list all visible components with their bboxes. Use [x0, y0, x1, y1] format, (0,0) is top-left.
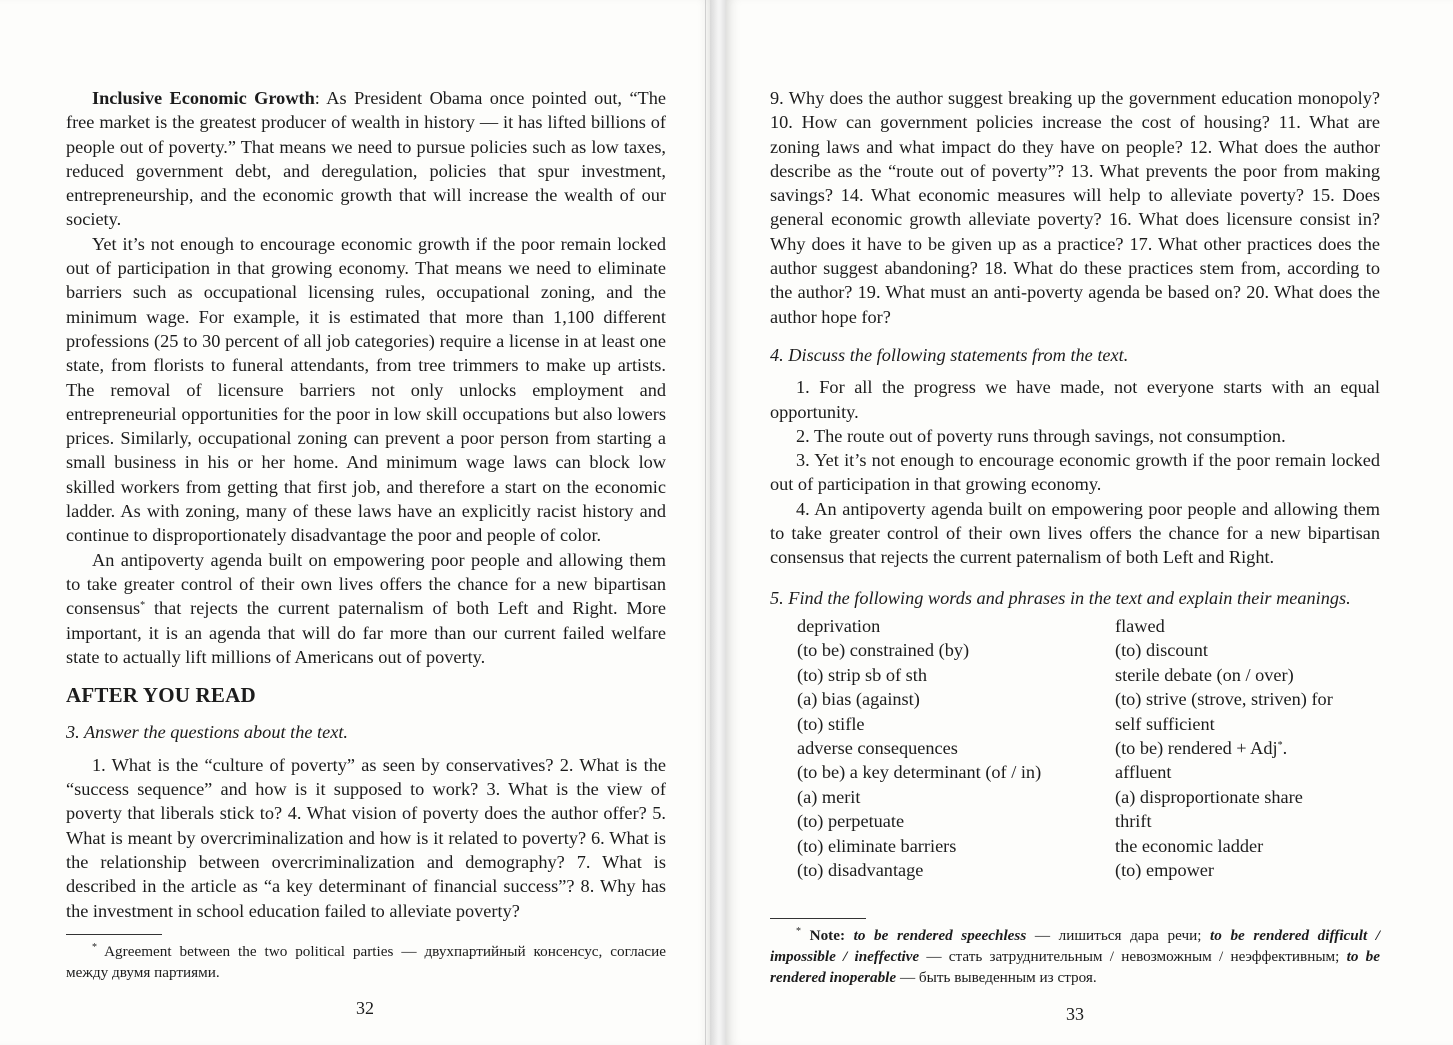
note-label: Note:: [801, 927, 846, 944]
paragraph-antipoverty-agenda: An antipoverty agenda built on empowering poor people and allowing them to take greater control of their own lives offers the chance for a new bipartisan consensus* that rejects the current paternalism of both Left and Right. More important, it is an agenda that will do far more than our current failed welfare state to actually lift millions of Americans out of poverty.: [66, 549, 666, 667]
vocab-item: (to) stifle: [797, 713, 865, 734]
left-text-column: [66, 86, 666, 923]
vocab-item: adverse consequences: [797, 737, 958, 758]
vocab-item: (a) disproportionate share: [1115, 786, 1303, 807]
vocab-item: (to be) a key determinant (of / in): [797, 762, 1042, 783]
vocabulary-list: [797, 614, 1380, 882]
vocab-item: (to) empower: [1115, 860, 1214, 880]
right-footnote-block: [770, 918, 1380, 988]
vocab-item: (to) disadvantage: [797, 860, 924, 880]
vocab-item: (to) strip sb of sth: [797, 664, 927, 685]
vocab-item: (to) perpetuate: [797, 811, 905, 832]
vocab-item: flawed: [1115, 615, 1165, 636]
vocab-item: thrift: [1115, 811, 1152, 832]
task-3-questions-continued: 9. Why does the author suggest breaking up the government education monopoly? 10. How can government policies increase the cost of housing? 11. What are zoning laws and what impact do they have on people? 12. What does the author describe as the “route out of poverty”? 13. What prevents the poor from making savings? 14. What economic measures will help to alleviate poverty? 15. Does general economic growth alleviate poverty? 16. What does licensure consist in? Why does it have to be given up as a practice? 17. What other practices does the author suggest abandoning? 18. What do these practices stem from, according to the author? 19. What must an anti-poverty agenda be based on? 20. What does the author hope for?: [770, 88, 1380, 327]
vocab-item: (a) merit: [797, 786, 861, 807]
left-footnote-block: [66, 934, 666, 983]
section-run-in-title: Inclusive Economic Growth: [92, 88, 315, 108]
vocab-item: the economic ladder: [1115, 835, 1264, 856]
vocab-item: (to be) constrained (by): [797, 640, 970, 661]
vocab-item: (to be) rendered + Adj*.: [1115, 737, 1288, 758]
page-edge: [705, 0, 706, 1045]
section-heading: AFTER YOU READ: [66, 683, 256, 708]
statement-4: 4. An antipoverty agenda built on empowering poor people and allowing them to take greater control of their own lives offers the chance for a new bipartisan consensus that rejects the current paternalism of both Left and Right.: [770, 498, 1380, 568]
vocab-item: (to) strive (strove, striven) for: [1115, 689, 1333, 710]
task-3-title: 3. Answer the questions about the text.: [66, 722, 348, 743]
statement-3: 3. Yet it’s not enough to encourage economic growth if the poor remain locked out of participation in that growing economy.: [770, 450, 1380, 495]
page-number-right: 33: [1066, 1004, 1084, 1024]
vocab-item: (a) bias (against): [797, 689, 920, 710]
footnote-rule: [66, 934, 162, 935]
right-text-column: [770, 86, 1380, 882]
note: * Note: to be rendered speechless — лишиться дара речи; to be rendered difficult / impossible / ineffective — стать затруднительным / невозможным / неэффективным; to be rendered inoperable — быть выведенным из строя.: [770, 926, 1381, 986]
vocab-item: sterile debate (on / over): [1115, 664, 1294, 685]
footnote-rule: [770, 918, 866, 919]
vocab-item: (to) eliminate barriers: [797, 835, 957, 856]
paragraph-inclusive-growth: Inclusive Economic Growth: As President Obama once pointed out, “The free market is the greatest producer of wealth in history — it has lifted billions of people out of poverty.” That means we need to pursue policies such as low taxes, reduced government debt, and deregulation, policies that spur investment, entrepreneurship, and the economic growth that will increase the wealth of our society.: [66, 88, 666, 230]
vocab-item: affluent: [1115, 762, 1172, 783]
vocab-item: deprivation: [797, 615, 881, 636]
paragraph-barriers: Yet it’s not enough to encourage economic growth if the poor remain locked out of participation in that growing economy. That means we need to eliminate barriers such as occupational licensing rules, occupational zoning, and the minimum wage. For example, it is estimated that more than 1,100 different professions (25 to 30 percent of all job categories) require a license in at least one state, from florists to funeral attendants, from tree trimmers to make up artists. The removal of licensure barriers not only unlocks employment and entrepreneurial opportunities for the poor in low skill occupations but also lowers prices. Similarly, occupational zoning can prevent a poor person from starting a small business in his or her home. And minimum wage laws can block low skilled workers from getting that first job, and therefore a start on the economic ladder. As with zoning, many of these laws have an explicitly racist history and continue to disproportionately disadvantage the poor and people of color.: [66, 233, 666, 546]
statement-1: 1. For all the progress we have made, not everyone starts with an equal opportunity.: [770, 377, 1380, 422]
vocab-item: self sufficient: [1115, 713, 1215, 734]
statement-2: 2. The route out of poverty runs through savings, not consumption.: [796, 425, 1286, 446]
task-3-questions: 1. What is the “culture of poverty” as seen by conservatives? 2. What is the “success sequence” and how is it supposed to work? 3. What is the view of poverty that liberals stick to? 4. What vision of poverty does the author offer? 5. What is meant by overcriminalization and how is it related to poverty? 6. What is the relationship between overcriminalization and demography? 7. What is described in the article as “a key determinant of financial success”? 8. Why has the investment in school education failed to alleviate poverty?: [66, 754, 666, 921]
footnote-marker: *: [140, 600, 146, 612]
right-page: [726, 0, 1453, 1045]
footnote: * Agreement between the two political parties — двухпартийный консенсус, согласие между двумя партиями.: [66, 942, 666, 981]
task-5-title: 5. Find the following words and phrases in the text and explain their meanings.: [770, 587, 1351, 608]
left-page: [0, 0, 712, 1045]
vocab-item: (to) discount: [1115, 640, 1208, 661]
page-number-left: 32: [356, 998, 374, 1018]
note-marker: *: [1277, 739, 1283, 751]
task-4-title: 4. Discuss the following statements from the text.: [770, 344, 1129, 365]
